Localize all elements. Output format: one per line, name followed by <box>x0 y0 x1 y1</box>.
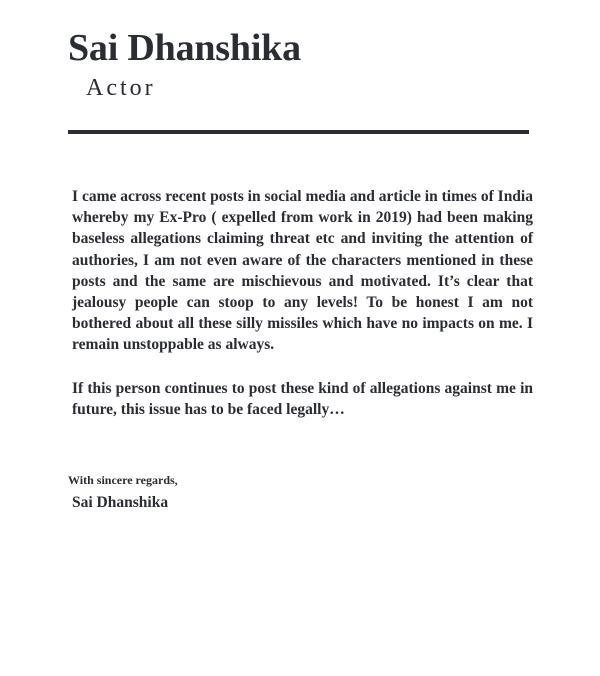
letter-closing: With sincere regards, <box>68 473 178 487</box>
letter-paragraph-1: I came across recent posts in social media and article in times of India whereby my Ex-Pro ( expelled from work in 2019) had been making baseless allegations claiming threat etc and inviting the attention of authories, I am not even aware of the characters mentioned in these posts and the same are mischievous and motivated. It’s clear that jealousy people can stoop to any levels! To be honest I am not bothered about all these silly missiles which have no impacts on me. I remain unstoppable as always. <box>72 188 533 354</box>
letter-paragraph-2: If this person continues to post these kind of allegations against me in future, this issue has to be faced legally… <box>72 380 533 419</box>
letterhead-divider <box>68 130 529 134</box>
letter-signature: Sai Dhanshika <box>72 494 169 511</box>
letterhead-name: Sai Dhanshika <box>68 27 301 69</box>
letterhead-role: Actor <box>86 75 156 101</box>
